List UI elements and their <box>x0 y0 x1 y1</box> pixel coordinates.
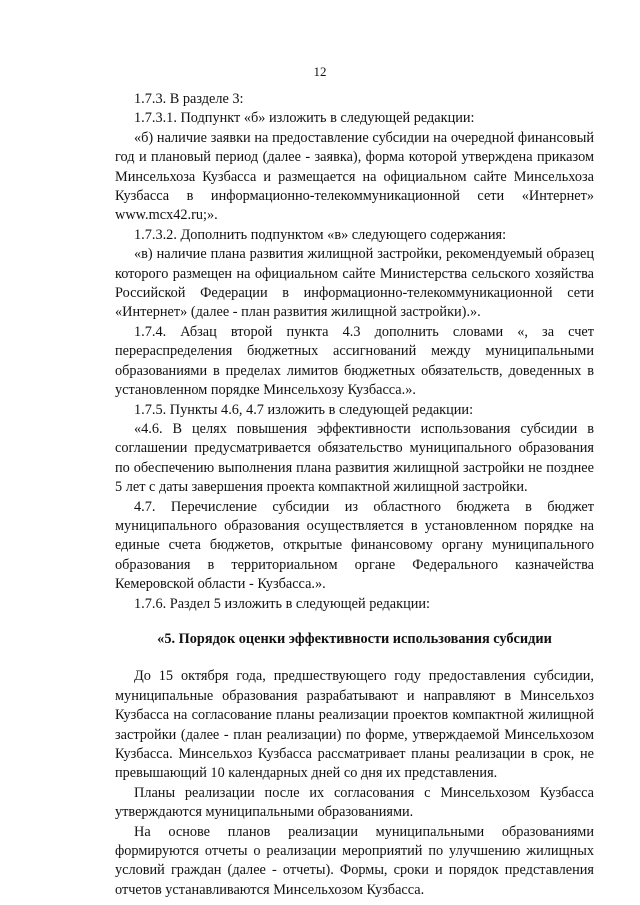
document-body <box>115 90 594 900</box>
paragraph-1-7-6: 1.7.6. Раздел 5 изложить в следующей редакции: <box>134 595 431 612</box>
section-paragraph-1: До 15 октября года, предшествующего году предоставления субсидии, муниципальные образования разрабатывают и направляют в Минсельхоз Кузбасса на согласование планы реализации проектов компактной жилищной застройки (далее - план реализации) по форме, утверждаемой Минсельхозом Кузбасса. Минсельхоз Кузбасса рассматривает планы реализации в срок, не превышающий 10 календарных дней со дня их представления. <box>115 668 594 782</box>
paragraph-1-7-5: 1.7.5. Пункты 4.6, 4.7 изложить в следующей редакции: <box>134 401 474 418</box>
paragraph-subpoint-b: «б) наличие заявки на предоставление субсидии на очередной финансовый год и плановый период (далее - заявка), форма которой утверждена приказом Минсельхоза Кузбасса и размещается на официальном сайте Минсельхоза Кузбасса в информационно-телекоммуникационной сети «Интернет» www.mcx42.ru;». <box>115 129 594 224</box>
section-paragraph-2: Планы реализации после их согласования с Минсельхозом Кузбасса утверждаются муниципальными образованиями. <box>115 784 594 821</box>
paragraph-1-7-3-1: 1.7.3.1. Подпункт «б» изложить в следующей редакции: <box>134 110 475 127</box>
page-number: 12 <box>313 64 327 79</box>
paragraph-4-6: «4.6. В целях повышения эффективности использования субсидии в соглашении предусматривается обязательство муниципального образования по обеспечению выполнения плана развития жилищной застройки не позднее 5 лет с даты завершения проекта компактной жилищной застройки. <box>115 420 594 496</box>
paragraph-subpoint-v: «в) наличие плана развития жилищной застройки, рекомендуемый образец которого размещен на официальном сайте Министерства сельского хозяйства Российской Федерации в информационно-телекоммуникационной сети «Интернет» (далее - план развития жилищной застройки).». <box>115 246 594 321</box>
paragraph-1-7-3: 1.7.3. В разделе 3: <box>134 91 244 107</box>
paragraph-1-7-3-2: 1.7.3.2. Дополнить подпунктом «в» следующего содержания: <box>134 226 507 243</box>
section-heading: «5. Порядок оценки эффективности использования субсидии <box>157 630 552 647</box>
paragraph-4-7: 4.7. Перечисление субсидии из областного бюджета в бюджет муниципального образования осуществляется в установленном порядке на единые счета бюджетов, открытые финансовому органу муниципального образования в территориальном органе Федерального казначейства Кемеровской области - Кузбасса.». <box>115 498 594 593</box>
section-paragraph-3: На основе планов реализации муниципальными образованиями формируются отчеты о реализации мероприятий по улучшению жилищных условий граждан (далее - отчеты). Формы, сроки и порядок представления отчетов устанавливаются Минсельхозом Кузбасса. <box>115 823 594 898</box>
paragraph-1-7-4: 1.7.4. Абзац второй пункта 4.3 дополнить словами «, за счет перераспределения бюджетных ассигнований между муниципальными образованиями в пределах лимитов бюджетных обязательств, доведенных в установленном порядке Минсельхозу Кузбасса.». <box>115 323 594 399</box>
